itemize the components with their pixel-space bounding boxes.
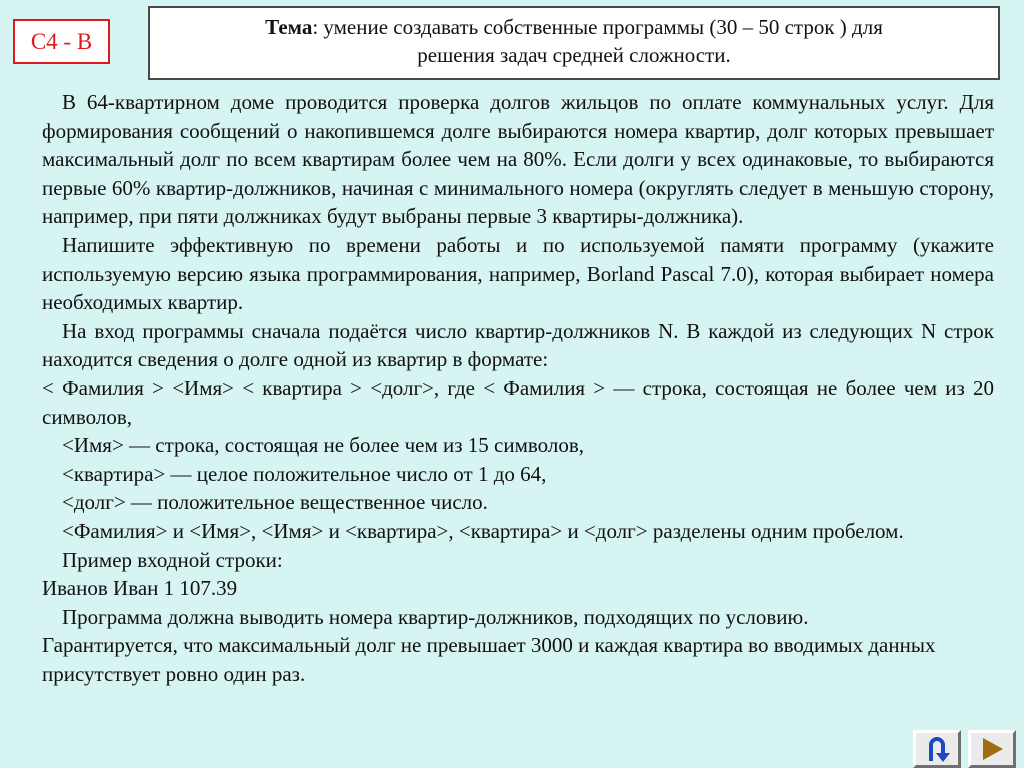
paragraph-apartment-def: <квартира> — целое положительное число от 1 до 64, [62,461,547,486]
paragraph-debt-def: <долг> — положительное вещественное число. [62,490,488,515]
topic-line-1 [170,13,978,41]
topic-label: Тема [265,15,313,39]
paragraph-guarantee: Гарантируется, что максимальный долг не превышает 3000 и каждая квартира во вводимых данных присутствует ровно один раз. [42,633,936,686]
paragraph-problem: В 64-квартирном доме проводится проверка долгов жильцов по оплате коммунальных услуг. Для формирования сообщений о накопившемся долге выбираются номера квартир, долг которых превышает максимальный долг по всем квартирам более чем на 80%. Если долги у всех одинаковые, то выбираются первые 60% квартир-должников, начиная с минимального номера (округлять следует в меньшую сторону, например, при пяти должниках будут выбраны первые 3 квартиры-должника). [42,90,994,229]
paragraph-format: < Фамилия > <Имя> < квартира > <долг>, где < Фамилия > — строка, состоящая не более чем из 20 символов, [42,375,994,429]
topic-text-2: решения задач средней сложности. [417,43,731,67]
task-badge [13,19,110,64]
task-description [42,88,994,688]
paragraph-output: Программа должна выводить номера квартир-должников, подходящих по условию. [62,604,809,629]
play-icon [978,735,1006,763]
paragraph-input: На вход программы сначала подаётся число квартир-должников N. В каждой из следующих N строк находится сведения о долге одной из квартир в формате: [42,318,994,372]
paragraph-example-label: Пример входной строки: [62,547,283,572]
paragraph-separators: <Фамилия> и <Имя>, <Имя> и <квартира>, <квартира> и <долг> разделены одним пробелом. [62,518,904,543]
topic-box [148,6,1000,80]
u-turn-icon [922,734,952,764]
task-badge-label: C4 - B [30,28,93,54]
paragraph-name-def: <Имя> — строка, состоящая не более чем из 15 символов, [62,433,585,458]
return-button[interactable] [913,730,961,768]
next-slide-button[interactable] [968,730,1016,768]
paragraph-task: Напишите эффективную по времени работы и по используемой памяти программу (укажите используемую версию языка программирования, например, Borland Pascal 7.0), которая выбирает номера необходимых квартир. [42,232,994,315]
topic-text-1: : умение создавать собственные программы (30 – 50 строк ) для [312,15,883,39]
paragraph-example: Иванов Иван 1 107.39 [42,576,238,601]
